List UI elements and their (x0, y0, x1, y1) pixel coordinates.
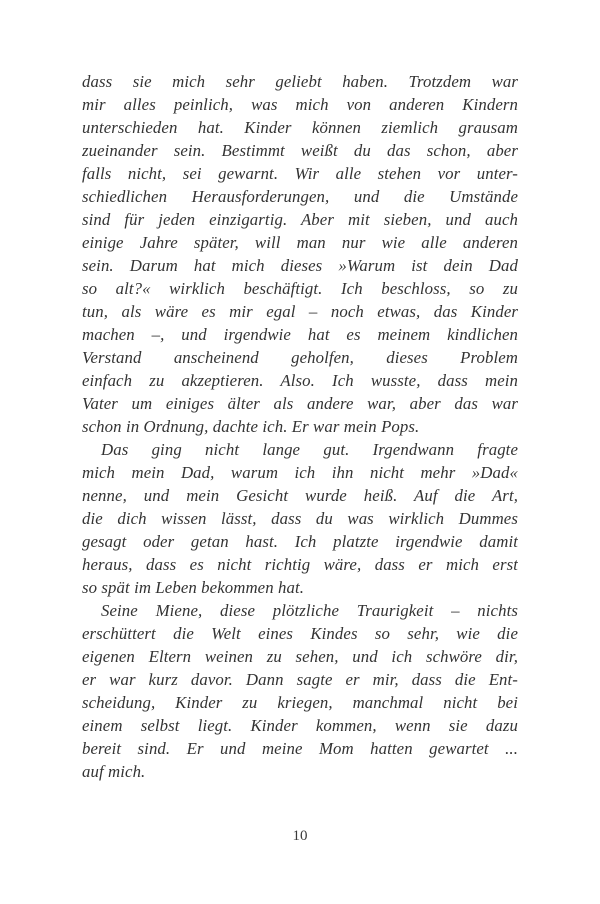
text-line: so alt?« wirklich beschäftigt. Ich beschloss, so zu (82, 279, 518, 298)
text-line: dass sie mich sehr geliebt haben. Trotzdem war (82, 72, 518, 91)
text-line: schiedlichen Herausforderungen, und die Umstände (82, 187, 518, 206)
text-line: Vater um einiges älter als andere war, aber das war (82, 394, 518, 413)
text-line: mir alles peinlich, was mich von anderen Kindern (82, 95, 518, 114)
text-line: falls nicht, sei gewarnt. Wir alle stehen vor unter- (82, 164, 518, 183)
text-line: einem selbst liegt. Kinder kommen, wenn sie dazu (82, 716, 518, 735)
text-line: gesagt oder getan hast. Ich platzte irgendwie damit (82, 532, 518, 551)
text-line: heraus, dass es nicht richtig wäre, dass er mich erst (82, 555, 518, 574)
text-line: sind für jeden einzigartig. Aber mit sieben, und auch (82, 210, 518, 229)
text-line: scheidung, Kinder zu kriegen, manchmal nicht bei (82, 693, 518, 712)
text-line: Das ging nicht lange gut. Irgendwann fragte (101, 440, 518, 459)
text-line: zueinander sein. Bestimmt weißt du das schon, aber (82, 141, 518, 160)
text-line: erschüttert die Welt eines Kindes so sehr, wie die (82, 624, 518, 643)
text-line: mich mein Dad, warum ich ihn nicht mehr »Dad« (82, 463, 518, 482)
text-line: Verstand anscheinend geholfen, dieses Problem (82, 348, 518, 367)
text-line: die dich wissen lässt, dass du was wirklich Dummes (82, 509, 518, 528)
page-number: 10 (292, 828, 308, 844)
body-text (82, 70, 518, 783)
text-line: bereit sind. Er und meine Mom hatten gewartet ... (82, 739, 518, 758)
text-line: so spät im Leben bekommen hat. (82, 578, 305, 597)
text-line: machen –, und irgendwie hat es meinem kindlichen (82, 325, 518, 344)
text-line: einfach zu akzeptieren. Also. Ich wusste, dass mein (82, 371, 518, 390)
text-line: schon in Ordnung, dachte ich. Er war mein Pops. (82, 417, 420, 436)
text-line: er war kurz davor. Dann sagte er mir, dass die Ent- (82, 670, 518, 689)
text-line: nenne, und mein Gesicht wurde heiß. Auf die Art, (82, 486, 518, 505)
text-line: eigenen Eltern weinen zu sehen, und ich schwöre dir, (82, 647, 518, 666)
text-line: tun, als wäre es mir egal – noch etwas, das Kinder (82, 302, 518, 321)
text-line: auf mich. (82, 762, 146, 781)
text-line: einige Jahre später, will man nur wie alle anderen (82, 233, 518, 252)
text-line: sein. Darum hat mich dieses »Warum ist dein Dad (82, 256, 518, 275)
text-line: unterschieden hat. Kinder können ziemlich grausam (82, 118, 518, 137)
text-line: Seine Miene, diese plötzliche Traurigkeit – nichts (101, 601, 518, 620)
